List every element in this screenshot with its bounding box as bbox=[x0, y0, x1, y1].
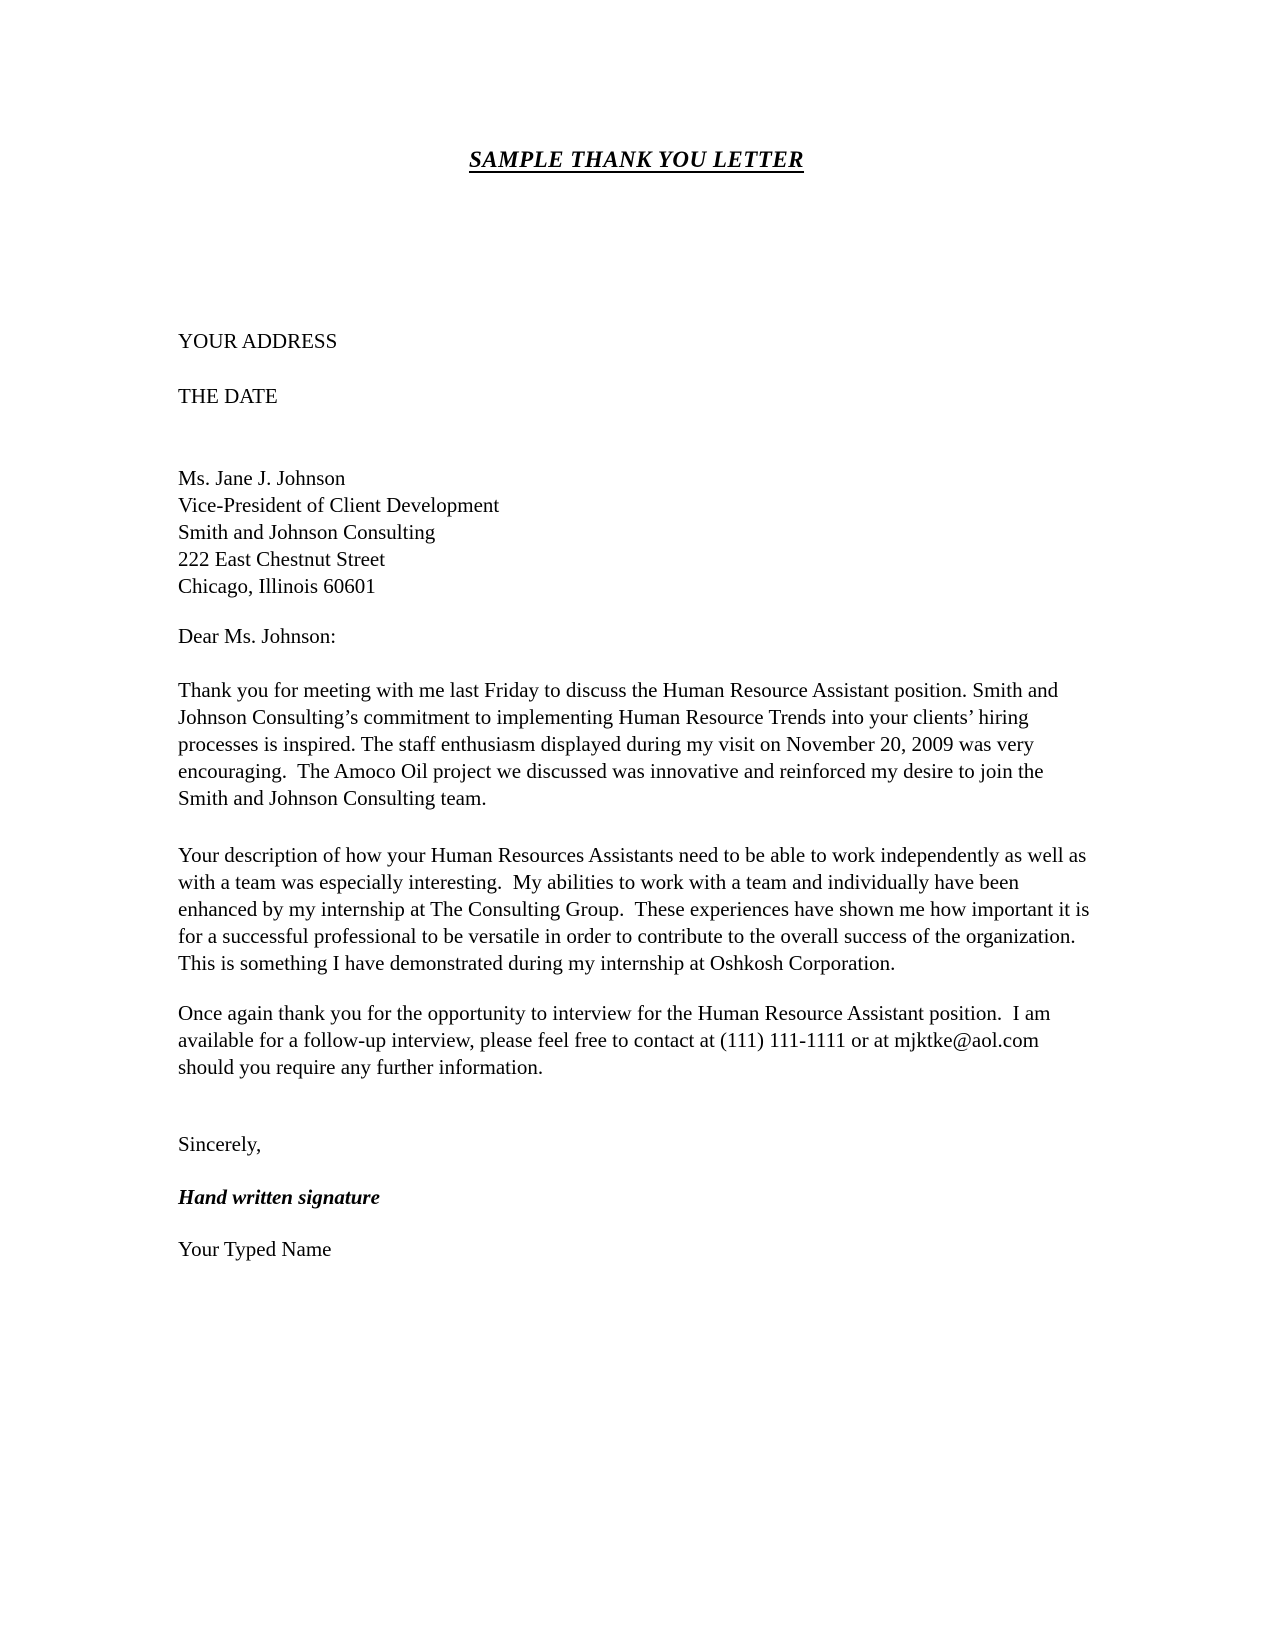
recipient-job-title: Vice-President of Client Development bbox=[178, 493, 500, 517]
body-paragraph-1: Thank you for meeting with me last Friday to discuss the Human Resource Assistant position. Smith and Johnson Consulting’s commitment to implementing Human Resource Trends into your clients’ hiring processes is inspired. The staff enthusiasm displayed during my visit on November 20, 2009 was very encouraging. The Amoco Oil project we discussed was innovative and reinforced my desire to join the Smith and Johnson Consulting team. bbox=[178, 678, 1064, 810]
handwritten-signature-placeholder: Hand written signature bbox=[178, 1185, 380, 1209]
closing: Sincerely, bbox=[178, 1132, 262, 1156]
recipient-name: Ms. Jane J. Johnson bbox=[178, 466, 346, 490]
date-placeholder: THE DATE bbox=[178, 384, 278, 408]
body-paragraph-2: Your description of how your Human Resources Assistants need to be able to work independently as well as with a team was especially interesting. My abilities to work with a team and individually have been enhanced by my internship at The Consulting Group. These experiences have shown me how important it is for a successful professional to be versatile in order to contribute to the overall success of the organization. This is something I have demonstrated during my internship at Oshkosh Corporation. bbox=[178, 843, 1095, 975]
body-paragraph-3: Once again thank you for the opportunity to interview for the Human Resource Assistant position. I am available for a follow-up interview, please feel free to contact at (111) 111-1111 or at mjktke@aol.com should you require any further information. bbox=[178, 1001, 1056, 1079]
sender-address-placeholder: YOUR ADDRESS bbox=[178, 329, 338, 353]
typed-name-placeholder: Your Typed Name bbox=[178, 1237, 332, 1261]
recipient-company: Smith and Johnson Consulting bbox=[178, 520, 436, 544]
document-title bbox=[178, 146, 1095, 173]
document-title-text: SAMPLE THANK YOU LETTER bbox=[468, 147, 805, 172]
recipient-city-state-zip: Chicago, Illinois 60601 bbox=[178, 574, 376, 598]
recipient-street: 222 East Chestnut Street bbox=[178, 547, 386, 571]
salutation: Dear Ms. Johnson: bbox=[178, 624, 337, 648]
recipient-address-block bbox=[178, 465, 1095, 600]
